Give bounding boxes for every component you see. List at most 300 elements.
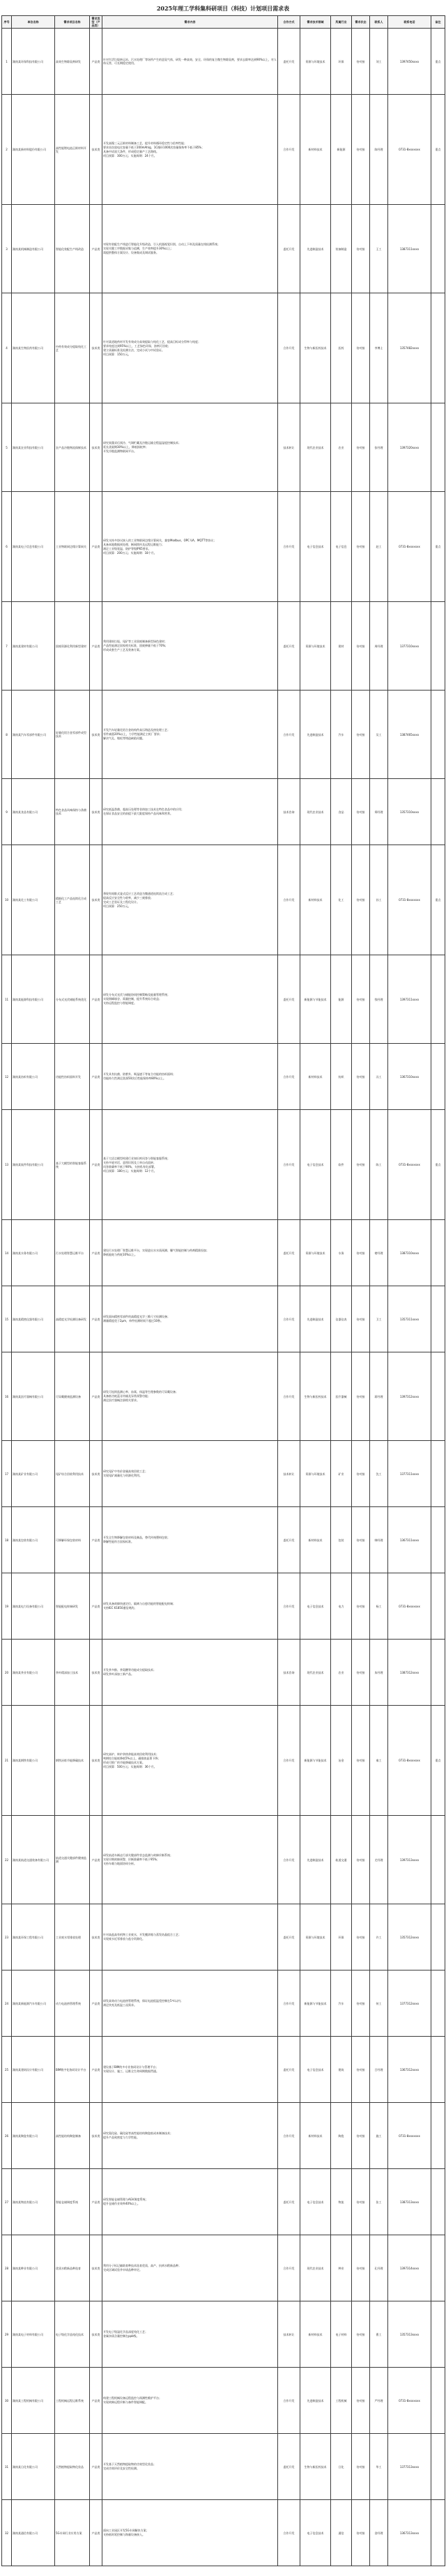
cell-status: 待对接	[352, 492, 370, 602]
content-paragraph: 针对生活垃圾转运站、污水处理厂等场所产生的恶臭气体，研发一种高效、安全、环保的复合微生物除臭剂，要求去除率达到90%以上，对人体无害，可长期稳定使用。	[103, 57, 277, 65]
content-paragraph: 产品性能满足国家相关标准，固废掺量不低于70%；	[103, 644, 168, 647]
column-header-contact: 联系人	[370, 16, 388, 29]
cell-index: 4	[2, 293, 12, 403]
cell-index: 3	[2, 205, 12, 293]
content-paragraph: 基于大语言模型构建行业知识库问答与智能客服系统；	[103, 1156, 170, 1160]
cell-content	[102, 1706, 278, 1816]
cell-contact: 严经理	[370, 2368, 388, 2434]
cell-phone: 0731-8xxxxxxx	[388, 95, 431, 205]
cell-index: 28	[2, 2235, 12, 2301]
cell-contact: 吴工	[370, 691, 388, 779]
cell-mode: 技术咨询	[278, 779, 300, 845]
cell-content	[102, 1816, 278, 1904]
cell-industry: 建材	[331, 602, 352, 691]
cell-field: 新能源与节能技术	[300, 1706, 331, 1816]
cell-phone: 1357311xxxx	[388, 1286, 431, 1352]
cell-contact: 冯工	[370, 1044, 388, 1110]
cell-project-title: 茶叶精深加工技术	[55, 1640, 90, 1706]
cell-index: 10	[2, 845, 12, 955]
cell-type: 技术类	[90, 1441, 102, 1507]
cell-field: 先进制造技术	[300, 691, 331, 779]
cell-field: 电子信息技术	[300, 2037, 331, 2103]
table-row	[2, 1220, 445, 1286]
cell-phone: 1397450xxxx	[388, 29, 431, 95]
cell-status: 待对接	[352, 845, 370, 955]
cell-field: 资源与环境技术	[300, 1220, 331, 1286]
content-paragraph: 提升产品致密度与力学性能。	[103, 2136, 139, 2139]
cell-phone: 1367312xxxx	[388, 2037, 431, 2103]
cell-index: 24	[2, 1970, 12, 2037]
table-row	[2, 293, 445, 403]
cell-content	[102, 1904, 278, 1970]
cell-field: 新材料技术	[300, 2301, 331, 2368]
cell-status: 待对接	[352, 1220, 370, 1286]
cell-type: 产品类	[90, 2169, 102, 2235]
cell-project-title: 5G专网行业应用方案	[55, 2500, 90, 2566]
cell-type: 产品类	[90, 2500, 102, 2566]
cell-mode: 委托开发	[278, 2169, 300, 2235]
cell-phone: 0731-8xxxxxxx	[388, 492, 431, 602]
cell-type: 技术类	[90, 293, 102, 403]
table-row	[2, 1706, 445, 1816]
cell-status: 待对接	[352, 1110, 370, 1220]
cell-index: 26	[2, 2103, 12, 2169]
cell-phone: 0731-8xxxxxxx	[388, 1110, 431, 1220]
cell-status: 待对接	[352, 1706, 370, 1816]
cell-note: 重点	[431, 95, 445, 205]
cell-phone: 1377310xxxx	[388, 602, 431, 691]
cell-industry: 环保	[331, 29, 352, 95]
table-row	[2, 1110, 445, 1220]
cell-unit: 湖南某日化有限公司	[12, 2434, 55, 2500]
cell-index: 13	[2, 1110, 12, 1220]
cell-status: 待对接	[352, 293, 370, 403]
project-table	[1, 15, 445, 2566]
cell-note: 重点	[431, 1110, 445, 1220]
column-header-note: 备注	[431, 16, 445, 29]
cell-project-title: 可穿戴健康监测设备	[55, 1352, 90, 1441]
cell-field: 新材料技术	[300, 95, 331, 205]
cell-unit: 湖南某环保工程有限公司	[12, 1904, 55, 1970]
cell-field: 先进制造技术	[300, 205, 331, 293]
cell-content	[102, 2301, 278, 2368]
cell-index: 32	[2, 2500, 12, 2566]
cell-mode: 合作开发	[278, 1286, 300, 1352]
table-row	[2, 1507, 445, 1573]
cell-industry: 陶瓷	[331, 2103, 352, 2169]
cell-phone: 1357312xxxx	[388, 1904, 431, 1970]
content-paragraph: 研发具备故障快速定位、隔离与自愈功能的智能配电终端；	[103, 1602, 176, 1605]
cell-contact: 刘工	[370, 29, 388, 95]
cell-type: 产品类	[90, 2037, 102, 2103]
cell-field: 现代农业技术	[300, 2235, 331, 2301]
cell-note	[431, 2169, 445, 2235]
cell-note	[431, 1220, 445, 1286]
cell-field: 新能源与节能技术	[300, 1970, 331, 2037]
cell-type: 技术类	[90, 691, 102, 779]
cell-unit: 湖南某精密仪器有限公司	[12, 1286, 55, 1352]
cell-contact: 孙工	[370, 845, 388, 955]
cell-mode: 委托开发	[278, 1904, 300, 1970]
cell-index: 18	[2, 1507, 12, 1573]
cell-content	[102, 845, 278, 955]
content-paragraph: 实现早期故障预警，诊断准确率不低于95%；	[103, 1858, 160, 1861]
content-paragraph: 利用建筑垃圾、尾矿等工业固废制备新型绿色建材；	[103, 640, 167, 643]
cell-mode: 合作开发	[278, 1970, 300, 2037]
cell-industry: 日化	[331, 2434, 352, 2500]
table-row	[2, 2235, 445, 2301]
content-paragraph: 具备低功耗蓝牙传输及异常预警功能；	[103, 1394, 151, 1398]
table-row	[2, 2103, 445, 2169]
cell-content	[102, 1286, 278, 1352]
cell-phone: 1357313xxxx	[388, 2301, 431, 2368]
cell-note	[431, 1286, 445, 1352]
cell-unit: 湖南某建筑设计有限公司	[12, 2037, 55, 2103]
cell-industry: 物流	[331, 2169, 352, 2235]
cell-project-title: 智能仓储调度系统	[55, 2169, 90, 2235]
cell-type: 技术类	[90, 1904, 102, 1970]
cell-field: 新材料技术	[300, 2103, 331, 2169]
cell-content	[102, 403, 278, 492]
content-paragraph: 实现故障远程诊断与备件智能调配。	[103, 2400, 148, 2404]
cell-phone: 1397311xxxx	[388, 955, 431, 1044]
cell-status: 待对接	[352, 95, 370, 205]
cell-project-title: 电子级化学品纯化技术	[55, 2301, 90, 2368]
cell-status: 待对接	[352, 205, 370, 293]
table-row	[2, 955, 445, 1044]
content-paragraph: 研发智能仓储管理与AGV调度系统；	[103, 2198, 148, 2201]
cell-project-title: 可降解环保包装材料	[55, 1507, 90, 1573]
table-row	[2, 1816, 445, 1904]
cell-status: 待对接	[352, 1816, 370, 1904]
content-paragraph: 针对某道地药材开发有效成分高效提取与纯化工艺，提高目标成分得率与纯度；	[103, 339, 201, 344]
cell-note: 重点	[431, 492, 445, 602]
cell-content	[102, 691, 278, 779]
table-row	[2, 2368, 445, 2434]
cell-project-title: 固废资源化利用新型建材	[55, 602, 90, 691]
cell-note	[431, 1441, 445, 1507]
cell-status: 待对接	[352, 2500, 370, 2566]
cell-unit: 湖南某环保科技有限公司	[12, 29, 55, 95]
cell-field: 现代农业技术	[300, 403, 331, 492]
cell-note	[431, 2103, 445, 2169]
cell-index: 25	[2, 2037, 12, 2103]
cell-contact: 张工	[370, 2169, 388, 2235]
cell-field: 电子信息技术	[300, 1573, 331, 1640]
content-paragraph: 开发具有抗菌、防紫外、吸湿速干等复合功能的纺织面料；	[103, 1072, 176, 1076]
cell-index: 2	[2, 95, 12, 205]
content-paragraph: 建立质量标准及检测方法，完成小试与中试验证。	[103, 348, 164, 352]
table-row	[2, 1904, 445, 1970]
cell-mode: 合作开发	[278, 845, 300, 955]
cell-type: 产品类	[90, 1970, 102, 2037]
column-header-content: 需求内容	[102, 16, 278, 29]
cell-phone: 1387311xxxx	[388, 205, 431, 293]
cell-note	[431, 2301, 445, 2368]
cell-industry: 医疗器械	[331, 1352, 352, 1441]
cell-note	[431, 2500, 445, 2566]
cell-type: 产品类	[90, 1110, 102, 1220]
cell-field: 电子信息技术	[300, 2169, 331, 2235]
content-paragraph: 将现有间歇式釜式反应工艺改造为微通道连续流合成工艺；	[103, 891, 176, 895]
cell-phone: 1387310xxxx	[388, 1220, 431, 1286]
content-paragraph: 研发高效动力电池热管理系统，保证电池组温差控制在5℃以内；	[103, 1999, 184, 2003]
cell-project-title: 智能配电终端研发	[55, 1573, 90, 1640]
cell-status: 待对接	[352, 403, 370, 492]
cell-mode: 委托开发	[278, 1507, 300, 1573]
cell-note	[431, 1044, 445, 1110]
cell-content	[102, 1352, 278, 1441]
cell-mode: 委托开发	[278, 29, 300, 95]
cell-project-title: 分布式光伏储能系统优化	[55, 955, 90, 1044]
cell-field: 新能源与节能技术	[300, 955, 331, 1044]
column-header-field: 需求技术领域	[300, 16, 331, 29]
content-paragraph: 研发支持多协议接入的工业物联网边缘计算网关，兼容Modbus、OPC UA、MQTT等协议；	[103, 538, 217, 542]
cell-status: 待对接	[352, 2037, 370, 2103]
cell-contact: 赵工	[370, 492, 388, 602]
cell-content	[102, 2500, 278, 2566]
cell-status: 待对接	[352, 2235, 370, 2301]
cell-field: 生物与新医药技术	[300, 1352, 331, 1441]
column-header-index: 序号	[2, 16, 12, 29]
cell-unit: 湖南某陶瓷有限公司	[12, 2103, 55, 2169]
cell-unit: 湖南某医疗器械有限公司	[12, 1352, 55, 1441]
cell-project-title: 污水处理智慧运维平台	[55, 1220, 90, 1286]
cell-note	[431, 1507, 445, 1573]
cell-mode: 委托开发	[278, 955, 300, 1044]
cell-content	[102, 95, 278, 205]
cell-industry: 电力	[331, 1573, 352, 1640]
cell-content	[102, 779, 278, 845]
cell-field: 新材料技术	[300, 1507, 331, 1573]
cell-note	[431, 205, 445, 293]
cell-mode: 技术转让	[278, 1441, 300, 1507]
content-paragraph: 项目预算：200万元；实施周期：18个月。	[103, 550, 157, 555]
cell-industry: 环保	[331, 1904, 352, 1970]
cell-unit: 湖南某纺织有限公司	[12, 1044, 55, 1110]
content-paragraph: 满足医疗器械注册相关要求。	[103, 1398, 139, 1402]
cell-unit: 湖南某新能源汽车有限公司	[12, 1970, 55, 2037]
cell-phone: 0731-8xxxxxxx	[388, 2103, 431, 2169]
table-row	[2, 205, 445, 293]
content-paragraph: 项目预算：500万元；实施周期：36个月。	[103, 1764, 157, 1768]
cell-field: 现代农业技术	[300, 1640, 331, 1706]
cell-content	[102, 2169, 278, 2235]
cell-contact: 郑经理	[370, 779, 388, 845]
table-row	[2, 403, 445, 492]
cell-note	[431, 1970, 445, 2037]
table-row	[2, 1573, 445, 1640]
cell-content	[102, 1640, 278, 1706]
cell-unit: 湖南某电子信息有限公司	[12, 492, 55, 602]
cell-content	[102, 1044, 278, 1110]
cell-mode: 委托开发	[278, 205, 300, 293]
cell-mode: 委托开发	[278, 2037, 300, 2103]
table-row	[2, 2434, 445, 2500]
content-paragraph: 延长货架期30%以上，降低损耗率；	[103, 445, 148, 449]
cell-phone: 1387312xxxx	[388, 1640, 431, 1706]
cell-project-title: 高性能锂电池正极材料开发	[55, 95, 90, 205]
cell-contact: 周经理	[370, 602, 388, 691]
table-row	[2, 95, 445, 205]
cell-contact: 钱经理	[370, 955, 388, 1044]
cell-note	[431, 2037, 445, 2103]
cell-mode: 合作开发	[278, 95, 300, 205]
column-header-status: 需求状态	[352, 16, 370, 29]
content-paragraph: 要求首次放电比容量不低于200mAh/g，1C循环1000次容量保持率不低于85%；	[103, 145, 205, 149]
content-paragraph: 形成可推广的节能降碳技术方案。	[103, 1760, 145, 1764]
cell-industry: 软件	[331, 1110, 352, 1220]
cell-project-title: 尾矿综合回收利用技术	[55, 1441, 90, 1507]
content-paragraph: 降解性能符合国家标准。	[103, 1540, 134, 1543]
cell-field: 电子信息技术	[300, 1110, 331, 1220]
cell-content	[102, 602, 278, 691]
cell-contact: 韩经理	[370, 1507, 388, 1573]
cell-note	[431, 2235, 445, 2301]
cell-content	[102, 1220, 278, 1286]
cell-project-title: 天然植物提取物化妆品	[55, 2434, 90, 2500]
cell-index: 6	[2, 492, 12, 602]
cell-project-title: 基于大模型的智能客服系统	[55, 1110, 90, 1220]
content-paragraph: 利用分子标记辅助育种技术选育优质、高产、抗病水稻新品种；	[103, 2264, 181, 2267]
cell-status: 待对接	[352, 1573, 370, 1640]
cell-industry: 食品	[331, 779, 352, 845]
content-paragraph: 项目预算：180万元；实施周期：12个月。	[103, 1169, 157, 1173]
cell-type: 产品类	[90, 1352, 102, 1441]
header-row	[2, 16, 445, 29]
content-paragraph: 具备本地数据预处理、断网续传及远程运维能力；	[103, 542, 164, 546]
cell-type: 产品类	[90, 1573, 102, 1640]
cell-unit: 湖南某通信有限公司	[12, 2500, 55, 2566]
cell-project-title: 高精度光学检测设备研发	[55, 1286, 90, 1352]
cell-phone: 1357310xxxx	[388, 779, 431, 845]
cell-unit: 湖南某物流有限公司	[12, 2169, 55, 2235]
cell-type: 技术类	[90, 403, 102, 492]
cell-project-title: 精细化工产品连续化合成工艺	[55, 845, 90, 955]
cell-field: 电子信息技术	[300, 2500, 331, 2566]
cell-contact: 何工	[370, 1970, 388, 2037]
cell-status: 待对接	[352, 29, 370, 95]
cell-contact: 陈工	[370, 1110, 388, 1220]
cell-unit: 湖南某能源科技有限公司	[12, 955, 55, 1044]
cell-status: 待对接	[352, 2169, 370, 2235]
cell-industry: 建筑	[331, 2037, 352, 2103]
cell-field: 生物与新医药技术	[300, 293, 331, 403]
cell-contact: 金经理	[370, 2500, 388, 2566]
content-paragraph: 满足工业级宽温、防护等级IP65要求。	[103, 546, 151, 550]
cell-project-title: 工程机械远程运维系统	[55, 2368, 90, 2434]
content-paragraph: 开发高镍三元正极材料制备工艺，提升材料循环稳定性与倍率性能；	[103, 141, 187, 145]
cell-unit: 湖南某种业有限公司	[12, 2235, 55, 2301]
cell-industry: 矿业	[331, 1441, 352, 1507]
content-paragraph: 项目预算：300万元；实施周期：24个月。	[103, 153, 157, 157]
content-paragraph: 开发冷链监测物联网平台。	[103, 449, 137, 453]
content-paragraph: 解决气孔、缩松等铸造缺陷问题。	[103, 736, 145, 740]
cell-index: 16	[2, 1352, 12, 1441]
table-row	[2, 602, 445, 691]
cell-mode: 合作开发	[278, 2235, 300, 2301]
cell-type: 产品类	[90, 955, 102, 1044]
cell-industry: 仪器仪表	[331, 1286, 352, 1352]
cell-note: 重点	[431, 845, 445, 955]
cell-industry: 轨道交通	[331, 1816, 352, 1904]
cell-type: 产品类	[90, 1044, 102, 1110]
table-row	[2, 1044, 445, 1110]
content-paragraph: 研发可连续监测心率、血氧、体温等生理参数的可穿戴设备；	[103, 1390, 178, 1394]
cell-content	[102, 1573, 278, 1640]
cell-type: 产品类	[90, 492, 102, 602]
content-paragraph: 开发电子级湿化学品深度纯化工艺；	[103, 2330, 148, 2334]
content-paragraph: 研究高炉、转炉余热余能高效回收利用技术；	[103, 1752, 159, 1756]
cell-status: 待对接	[352, 1904, 370, 1970]
cell-project-title: 中药有效成分提取纯化工艺	[55, 293, 90, 403]
cell-contact: 李博士	[370, 293, 388, 403]
column-header-industry: 所属行业	[331, 16, 352, 29]
content-paragraph: 建设污水处理厂智慧运维平台，实现进出水水质预测、曝气智能控制与药剂精准投加；	[103, 1249, 209, 1252]
cell-index: 30	[2, 2368, 12, 2434]
content-paragraph: 研发分布式光伏与储能协同控制策略及能量管理系统；	[103, 993, 170, 996]
content-paragraph: 吨钢综合能耗降低5%以上，碳排放显著下降；	[103, 1756, 161, 1760]
cell-mode: 合作开发	[278, 2500, 300, 2566]
content-paragraph: 实现削峰填谷、需量控制，提升系统综合收益；	[103, 997, 162, 1001]
cell-industry: 化工	[331, 845, 352, 955]
cell-index: 19	[2, 1573, 12, 1640]
column-header-project-title: 需求项目名称	[55, 16, 90, 29]
content-paragraph: 形成成套生产工艺及装备方案。	[103, 648, 142, 651]
cell-index: 12	[2, 1044, 12, 1110]
content-paragraph: 构建工程机械设备远程监控与预测性维护平台；	[103, 2396, 162, 2400]
cell-status: 待对接	[352, 955, 370, 1044]
cell-content	[102, 1507, 278, 1573]
cell-type: 产品类	[90, 2368, 102, 2434]
cell-phone: 1397320xxxx	[388, 403, 431, 492]
content-paragraph: 研发轨道车辆走行部关键部件状态监测与故障诊断系统；	[103, 1853, 173, 1857]
cell-content	[102, 293, 278, 403]
cell-industry: 种业	[331, 2235, 352, 2301]
content-paragraph: 具备中试放大条件，形成稳定量产工艺路线。	[103, 149, 159, 153]
cell-contact: 王工	[370, 205, 388, 293]
content-paragraph: 完成区域试验并申请品种审定。	[103, 2268, 142, 2272]
column-header-unit: 单位名称	[12, 16, 55, 29]
cell-contact: 朱经理	[370, 1640, 388, 1706]
column-header-mode: 合作方式	[278, 16, 300, 29]
cell-contact: 孔经理	[370, 2235, 388, 2301]
cell-industry: 通信	[331, 2500, 352, 2566]
cell-content	[102, 955, 278, 1044]
cell-type: 产品类	[90, 1507, 102, 1573]
table-row	[2, 1352, 445, 1441]
table-row	[2, 492, 445, 602]
content-paragraph: 完成功效评价及安全性检测。	[103, 2467, 139, 2470]
table-header	[2, 16, 445, 29]
content-paragraph: 开发全生物降解包装材料及制品，替代传统塑料包装；	[103, 1536, 170, 1539]
cell-phone: 1397313xxxx	[388, 1816, 431, 1904]
cell-industry: 装备制造	[331, 205, 352, 293]
content-paragraph: 实现尾矿减量化与资源化利用。	[103, 1474, 142, 1477]
cell-project-title: 高性能结构陶瓷制备	[55, 2103, 90, 2169]
content-paragraph: 支持车载与地面协同分析。	[103, 1862, 137, 1865]
content-paragraph: 提高反应安全性与收率，减少三废排放；	[103, 895, 153, 900]
cell-note: 重点	[431, 1706, 445, 1816]
cell-unit: 湖南某钢铁有限公司	[12, 1706, 55, 1816]
cell-index: 17	[2, 1441, 12, 1507]
cell-unit: 湖南某包装有限公司	[12, 1507, 55, 1573]
cell-type: 技术类	[90, 845, 102, 955]
cell-content	[102, 2368, 278, 2434]
cell-unit: 湖南某新材料股份有限公司	[12, 95, 55, 205]
cell-index: 27	[2, 2169, 12, 2235]
cell-type: 技术类	[90, 2301, 102, 2368]
